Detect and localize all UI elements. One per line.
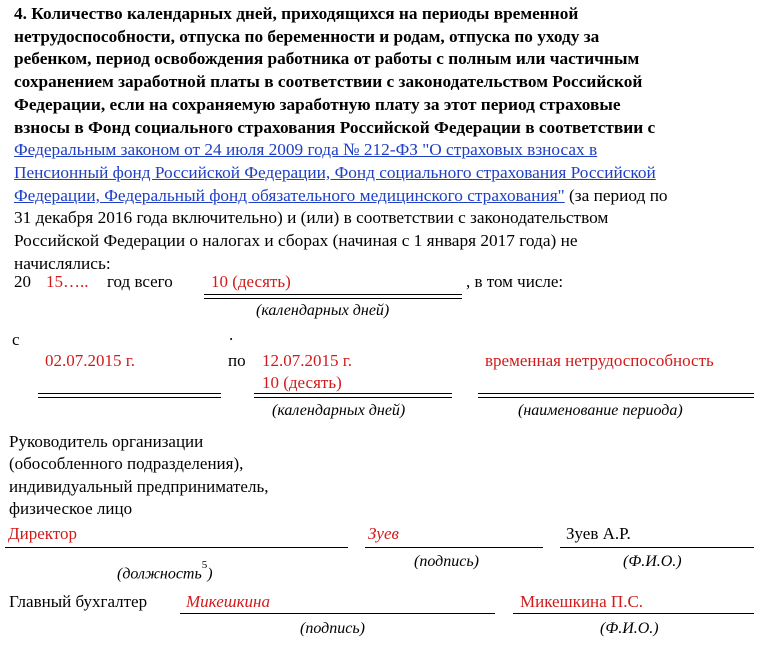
heading-line-2: нетрудоспособности, отпуска по беременности и родам, отпуска по уходу за bbox=[14, 26, 600, 46]
head-of-org-label bbox=[9, 431, 268, 520]
accountant-signature-caption: (подпись) bbox=[300, 620, 365, 637]
including-label: , в том числе: bbox=[466, 272, 564, 291]
period-name-caption: (наименование периода) bbox=[518, 402, 683, 419]
continuation-tail: (за период по bbox=[564, 185, 668, 205]
heading-line-3: ребенком, период освобождения работника от работы с полным или частичным bbox=[14, 49, 640, 69]
to-label: по bbox=[228, 351, 246, 370]
accountant-signature-field-line bbox=[180, 613, 495, 614]
year-value: 15….. bbox=[46, 272, 89, 291]
director-name-value: Зуев А.Р. bbox=[566, 524, 631, 543]
continuation-line-4: 31 декабря 2016 года включительно) и (или) в соответствии с законодательством bbox=[14, 208, 609, 228]
accountant-name-field-line bbox=[513, 613, 754, 614]
period-days-caption: (календарных дней) bbox=[272, 402, 406, 419]
chief-accountant-label: Главный бухгалтер bbox=[9, 592, 148, 611]
heading-line-6: взносы в Фонд социального страхования Российской Федерации в соответствии с bbox=[14, 117, 656, 137]
head-of-org-line-2: (обособленного подразделения), bbox=[9, 454, 244, 474]
law-link-line-1[interactable]: Федеральным законом от 24 июля 2009 года № 212-ФЗ "О страховых взносах в bbox=[14, 140, 598, 160]
heading-line-1: 4. Количество календарных дней, приходящихся на периоды временной bbox=[14, 4, 579, 23]
from-label: с bbox=[12, 330, 20, 349]
director-name-caption: (Ф.И.О.) bbox=[623, 553, 682, 570]
heading-line-4: сохранением заработной платы в соответствии с законодательством Российской bbox=[14, 72, 643, 92]
period-dot: . bbox=[229, 325, 234, 344]
year-prefix: 20 bbox=[14, 272, 31, 291]
director-signature-field-line bbox=[365, 547, 543, 548]
total-label: год всего bbox=[107, 272, 173, 291]
accountant-name-caption: (Ф.И.О.) bbox=[600, 620, 659, 637]
section-4-text bbox=[14, 3, 754, 275]
from-date-value: 02.07.2015 г. bbox=[45, 351, 136, 370]
head-of-org-line-4: физическое лицо bbox=[9, 498, 133, 518]
continuation-line-5: Российской Федерации о налогах и сборах (начиная с 1 января 2017 года) не bbox=[14, 231, 578, 251]
accountant-signature-value: Микешкина bbox=[186, 592, 270, 611]
period-days-value: 10 (десять) bbox=[262, 373, 342, 392]
director-signature-value: Зуев bbox=[368, 524, 399, 543]
position-field-line bbox=[5, 547, 348, 548]
heading-line-5: Федерации, если на сохраняемую заработную плату за этот период страховые bbox=[14, 94, 621, 114]
to-date-value: 12.07.2015 г. bbox=[262, 351, 353, 370]
period-days-field-line bbox=[254, 393, 452, 398]
from-date-field-line bbox=[38, 393, 221, 398]
total-days-value: 10 (десять) bbox=[211, 272, 291, 291]
position-caption: (должность$^5$) bbox=[117, 559, 213, 583]
position-value: Директор bbox=[8, 524, 77, 543]
accountant-name-value: Микешкина П.С. bbox=[520, 592, 644, 611]
continuation-line-6: начислялись: bbox=[14, 253, 111, 273]
law-link-line-2[interactable]: Пенсионный фонд Российской Федерации, Фонд социального страхования Российской bbox=[14, 162, 656, 182]
director-name-field-line bbox=[560, 547, 754, 548]
period-name-value: временная нетрудоспособность bbox=[485, 351, 714, 370]
total-days-caption: (календарных дней) bbox=[256, 302, 390, 319]
footnote-5: 5 bbox=[201, 559, 208, 571]
period-name-field-line bbox=[478, 393, 754, 398]
director-signature-caption: (подпись) bbox=[414, 553, 479, 570]
law-link-line-3[interactable]: Федерации, Федеральный фонд обязательного медицинского страхования" bbox=[14, 185, 565, 205]
total-days-field-line bbox=[204, 294, 462, 299]
head-of-org-line-1: Руководитель организации bbox=[9, 432, 204, 451]
head-of-org-line-3: индивидуальный предприниматель, bbox=[9, 476, 269, 496]
